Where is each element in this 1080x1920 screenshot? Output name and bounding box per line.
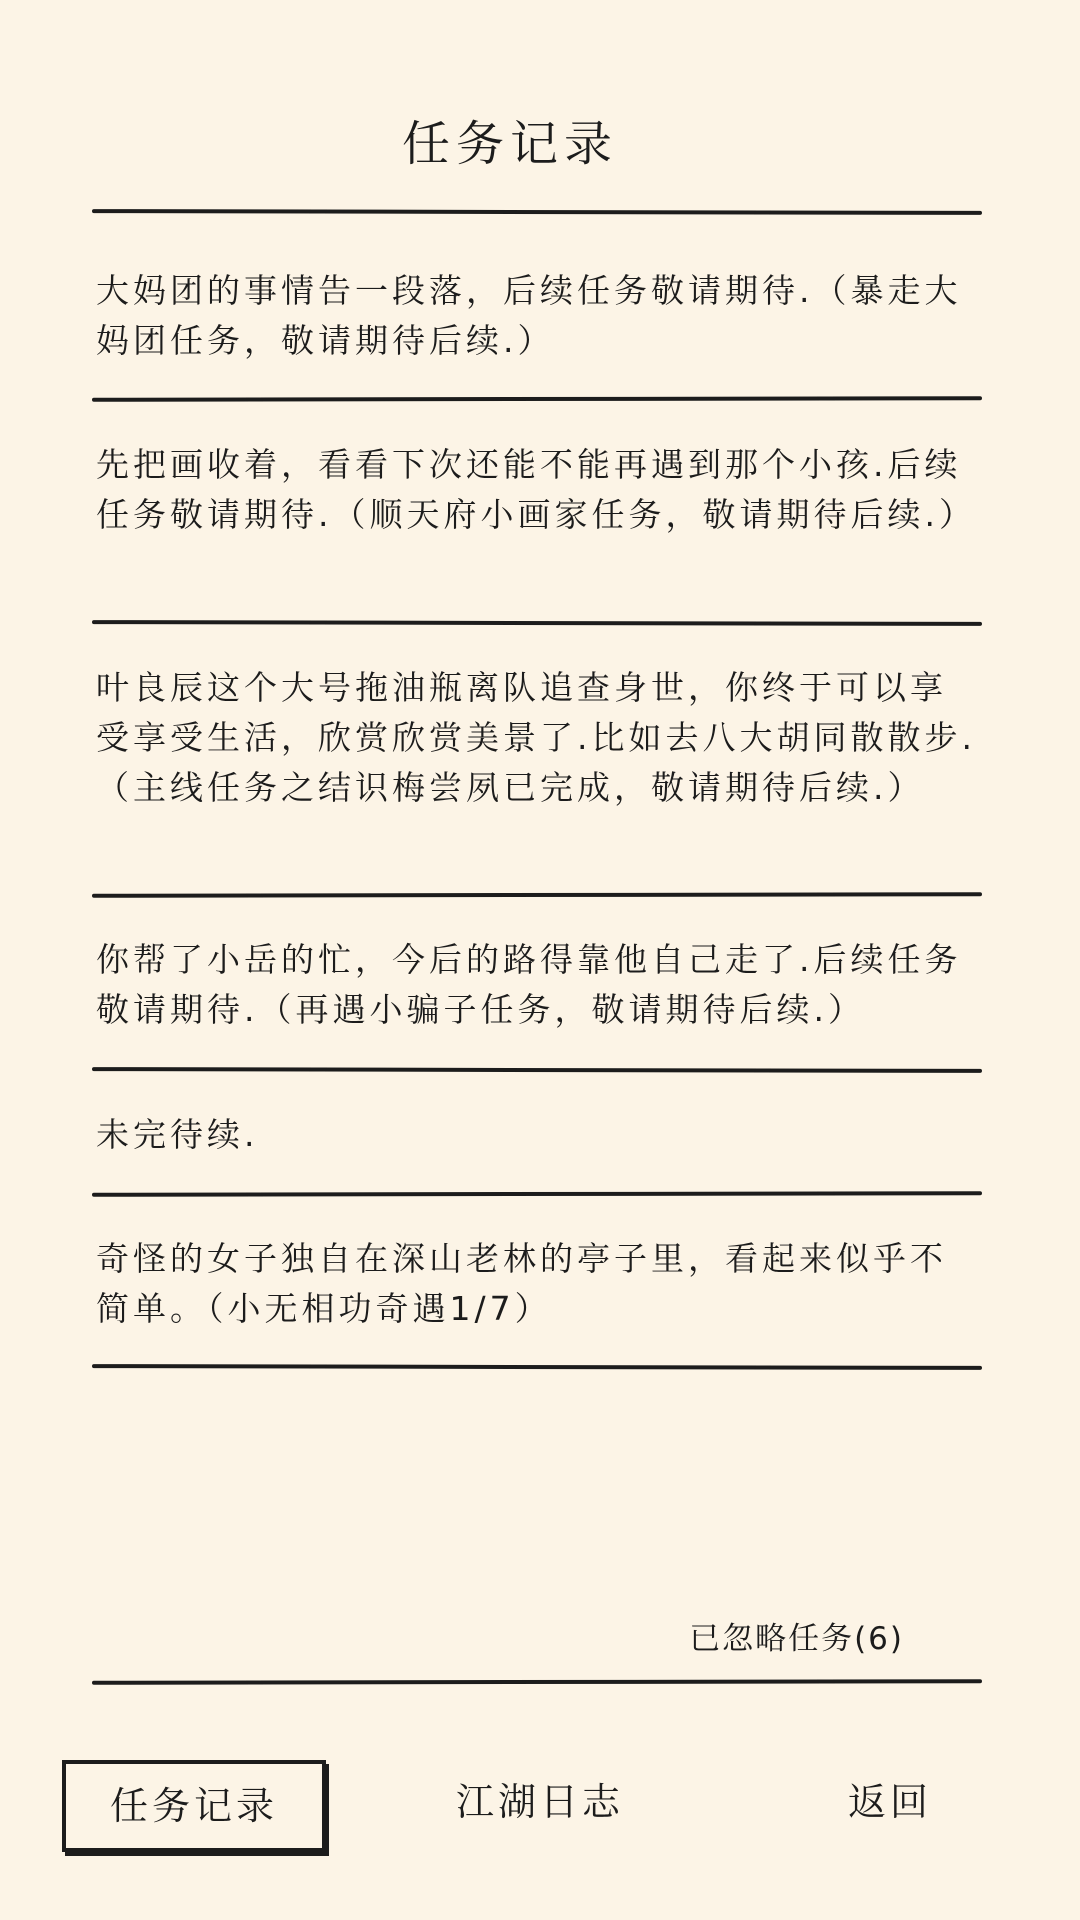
divider — [92, 620, 982, 626]
quest-entry[interactable]: 未完待续. — [96, 1115, 259, 1154]
quest-entry[interactable]: 你帮了小岳的忙，今后的路得靠他自己走了.后续任务敬请期待.（再遇小骗子任务，敬请期待后续.） — [96, 940, 962, 1029]
back-button[interactable]: 返回 — [847, 1780, 932, 1824]
divider — [92, 1364, 982, 1370]
divider — [92, 209, 982, 215]
quest-entry[interactable]: 奇怪的女子独自在深山老林的亭子里，看起来似乎不简单。（小无相功奇遇1/7） — [96, 1239, 947, 1328]
divider — [92, 396, 982, 402]
divider — [92, 1067, 982, 1073]
quest-entry[interactable]: 先把画收着，看看下次还能不能再遇到那个小孩.后续任务敬请期待.（顺天府小画家任务，敬请期待后续.） — [96, 445, 976, 534]
divider — [92, 1191, 982, 1197]
tab-task-record[interactable]: 任务记录 — [62, 1760, 326, 1852]
quest-entry[interactable]: 叶良辰这个大号拖油瓶离队追查身世，你终于可以享受享受生活，欣赏欣赏美景了.比如去八大胡同散散步.（主线任务之结识梅尝夙已完成，敬请期待后续.） — [96, 668, 976, 807]
ignored-tasks-link[interactable]: 已忽略任务(6) — [689, 1621, 904, 1657]
page-title: 任务记录 — [401, 116, 618, 172]
divider — [92, 892, 982, 898]
quest-entry[interactable]: 大妈团的事情告一段落，后续任务敬请期待.（暴走大妈团任务，敬请期待后续.） — [96, 271, 962, 360]
divider — [92, 1679, 982, 1685]
tab-jianghu-journal[interactable]: 江湖日志 — [455, 1780, 624, 1824]
